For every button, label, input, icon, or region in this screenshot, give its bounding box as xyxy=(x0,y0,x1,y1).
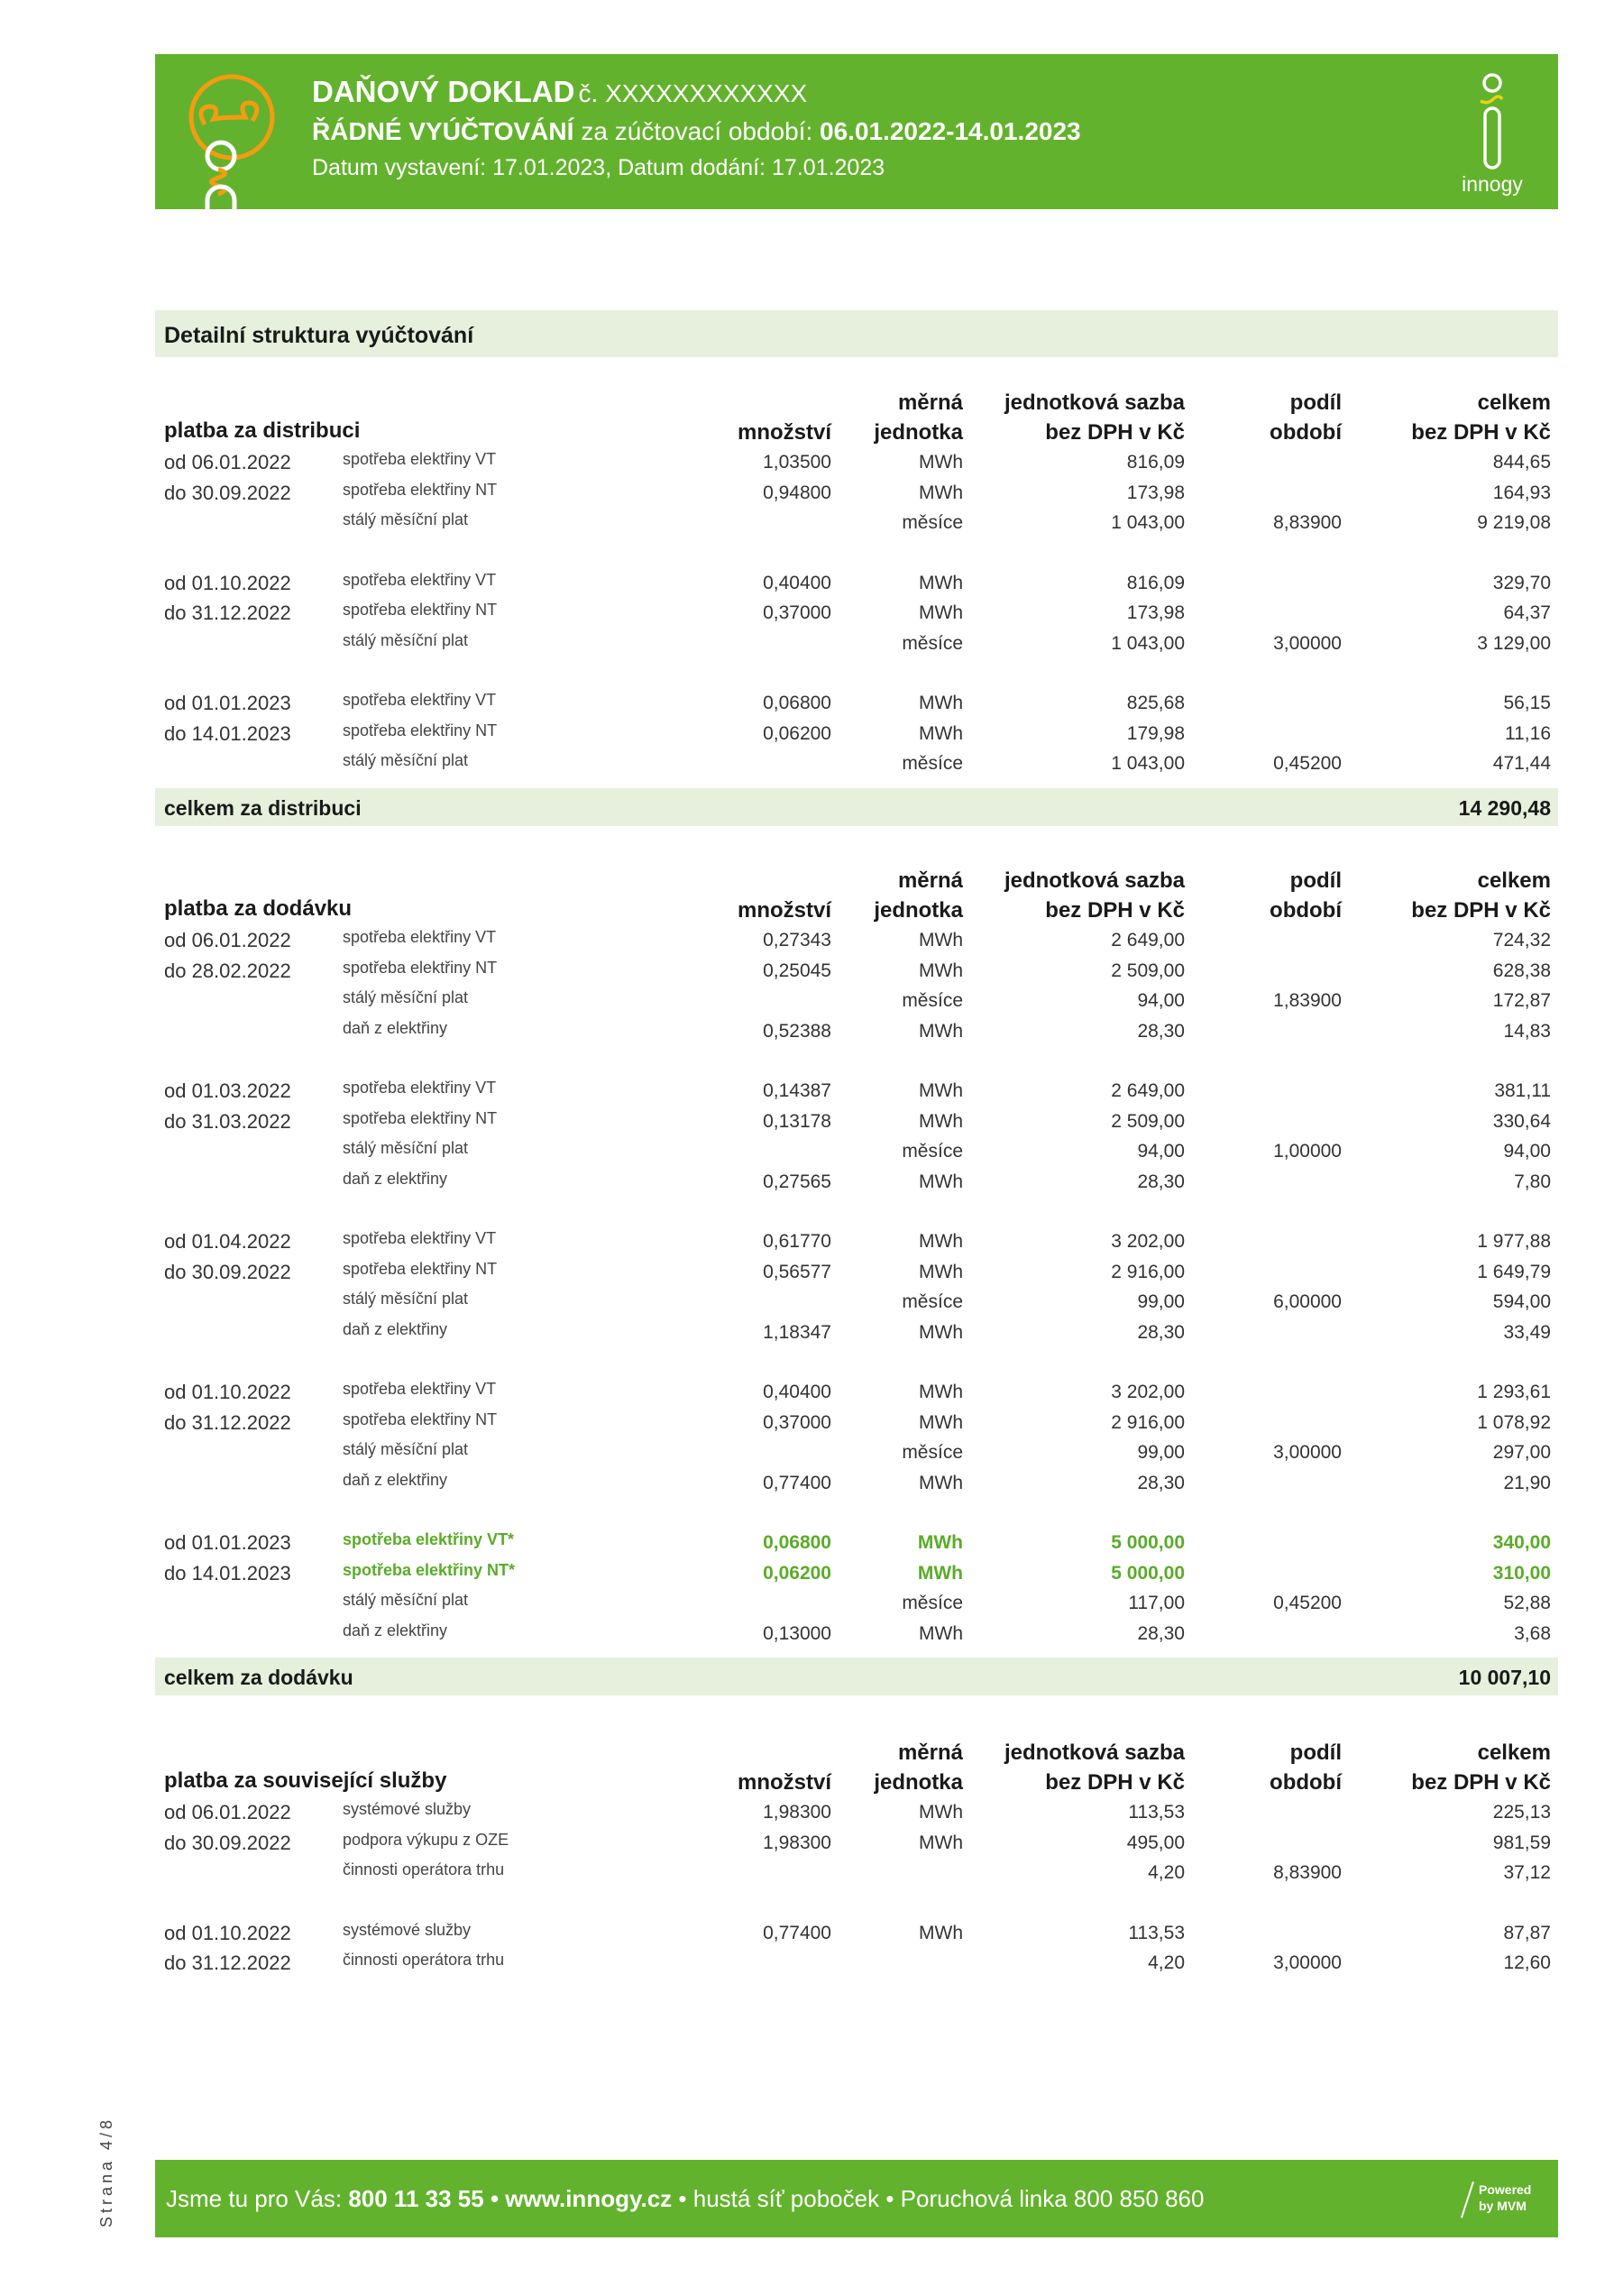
period-to: do 28.02.2022 xyxy=(164,959,291,982)
col-qty: množství xyxy=(737,898,831,923)
qty-cell: 0,56577 xyxy=(763,1261,831,1282)
item-name: spotřeba elektřiny VT xyxy=(343,1079,497,1097)
period-from: od 01.10.2022 xyxy=(164,571,291,594)
section-title: Detailní struktura vyúčtování xyxy=(155,310,1558,357)
innogy-i-icon xyxy=(1452,70,1533,170)
item-name: spotřeba elektřiny NT xyxy=(343,721,498,739)
period-value: 06.01.2022-14.01.2023 xyxy=(820,117,1081,145)
footer-bar xyxy=(155,2160,1558,2237)
table-row xyxy=(155,719,1558,749)
table-row xyxy=(155,1558,1558,1589)
col-unit: měrná jednotka xyxy=(874,390,963,445)
unit-cell: MWh xyxy=(917,1532,963,1553)
bullet-separator: • xyxy=(678,2185,687,2212)
total-cell: 52,88 xyxy=(1503,1593,1551,1613)
item-name: spotřeba elektřiny NT* xyxy=(343,1560,516,1579)
total-cell: 9 219,08 xyxy=(1477,512,1551,533)
rate-cell: 816,09 xyxy=(1126,572,1185,593)
period-from: od 01.04.2022 xyxy=(164,1230,291,1253)
col-rate: jednotková sazba bez DPH v Kč xyxy=(1004,868,1185,923)
unit-cell: MWh xyxy=(919,1622,963,1644)
unit-cell: MWh xyxy=(919,722,963,744)
qty-cell: 1,03500 xyxy=(763,452,831,473)
total-cell: 340,00 xyxy=(1492,1532,1551,1553)
total-cell: 297,00 xyxy=(1492,1442,1551,1463)
unit-cell: MWh xyxy=(919,1231,963,1252)
total-cell: 594,00 xyxy=(1492,1291,1551,1312)
group-spacer xyxy=(155,1498,1558,1528)
period-to: do 14.01.2023 xyxy=(164,1561,291,1584)
rate-cell: 1 043,00 xyxy=(1111,753,1185,774)
unit-cell: měsíce xyxy=(902,512,963,533)
table-row xyxy=(155,1287,1558,1318)
total-cell: 310,00 xyxy=(1492,1562,1551,1584)
unit-cell: MWh xyxy=(919,1922,963,1943)
brand-name: innogy xyxy=(1462,172,1523,196)
total-cell: 1 078,92 xyxy=(1477,1411,1551,1433)
unit-cell: MWh xyxy=(919,1020,963,1042)
total-cell: 844,65 xyxy=(1492,452,1551,473)
bullet-separator: • xyxy=(885,2185,894,2212)
rate-cell: 99,00 xyxy=(1137,1442,1185,1463)
item-name: stálý měsíční plat xyxy=(343,1440,469,1458)
col-unit: měrná jednotka xyxy=(874,868,963,923)
item-name: spotřeba elektřiny NT xyxy=(343,1108,498,1127)
item-name: spotřeba elektřiny NT xyxy=(343,1410,498,1428)
col-qty: množství xyxy=(737,420,831,445)
total-cell: 330,64 xyxy=(1492,1110,1551,1132)
supply-title: platba za dodávku xyxy=(164,896,353,921)
table-row xyxy=(155,478,1558,509)
unit-cell: MWh xyxy=(919,1472,963,1493)
col-share: podíl období xyxy=(1270,390,1342,445)
table-row xyxy=(155,1588,1558,1619)
item-name: spotřeba elektřiny NT xyxy=(343,1259,498,1278)
item-name: daň z elektřiny xyxy=(343,1169,448,1188)
unit-cell: MWh xyxy=(919,930,963,951)
item-name: stálý měsíční plat xyxy=(343,510,469,528)
services-table-header xyxy=(155,1736,1558,1797)
group-spacer xyxy=(155,538,1558,568)
period-to: do 31.03.2022 xyxy=(164,1109,291,1133)
group-spacer xyxy=(155,658,1558,688)
table-row xyxy=(155,1226,1558,1257)
item-name: spotřeba elektřiny NT xyxy=(343,601,498,619)
unit-cell: MWh xyxy=(919,1261,963,1282)
item-name: daň z elektřiny xyxy=(343,1470,448,1489)
qty-cell: 1,18347 xyxy=(763,1321,831,1343)
item-name: spotřeba elektřiny NT xyxy=(343,480,498,499)
qty-cell: 1,98300 xyxy=(763,1802,831,1823)
rate-cell: 2 916,00 xyxy=(1111,1411,1185,1433)
unit-cell: MWh xyxy=(919,1382,963,1402)
rate-cell: 3 202,00 xyxy=(1111,1231,1185,1252)
item-name: stálý měsíční plat xyxy=(343,1591,469,1609)
table-row xyxy=(155,598,1558,629)
qty-cell: 0,40400 xyxy=(763,572,831,593)
document-header xyxy=(155,54,1558,209)
unit-cell: MWh xyxy=(919,693,963,713)
group-spacer xyxy=(155,1888,1558,1918)
rate-cell: 113,53 xyxy=(1128,1922,1185,1943)
rate-cell: 28,30 xyxy=(1137,1020,1185,1042)
table-row xyxy=(155,1377,1558,1408)
table-row xyxy=(155,748,1558,779)
rate-cell: 113,53 xyxy=(1128,1802,1185,1823)
unit-cell: měsíce xyxy=(902,1442,963,1463)
rate-cell: 28,30 xyxy=(1137,1472,1185,1493)
table-row xyxy=(155,925,1558,956)
powered-by-mvm-logo: Powered by MVM xyxy=(1450,2180,1531,2219)
total-cell: 981,59 xyxy=(1492,1832,1551,1853)
col-share: podíl období xyxy=(1270,868,1342,923)
unit-cell: MWh xyxy=(919,1110,963,1132)
table-row xyxy=(155,629,1558,659)
share-cell: 1,83900 xyxy=(1273,990,1342,1011)
unit-cell: MWh xyxy=(919,1321,963,1343)
doc-number: č. XXXXXXXXXXXX xyxy=(578,79,808,107)
period-to: do 31.12.2022 xyxy=(164,1952,291,1974)
rate-cell: 1 043,00 xyxy=(1111,632,1185,654)
rate-cell: 94,00 xyxy=(1137,990,1185,1011)
unit-cell: měsíce xyxy=(902,990,963,1011)
total-cell: 7,80 xyxy=(1514,1171,1551,1192)
qty-cell: 0,77400 xyxy=(763,1922,831,1943)
rate-cell: 495,00 xyxy=(1126,1832,1185,1853)
item-name: systémové služby xyxy=(343,1800,472,1818)
qty-cell: 0,06800 xyxy=(763,1532,831,1553)
item-name: spotřeba elektřiny VT xyxy=(343,691,497,709)
rate-cell: 28,30 xyxy=(1137,1622,1185,1644)
total-cell: 164,93 xyxy=(1492,482,1551,503)
doc-title: DAŇOVÝ DOKLAD xyxy=(312,75,575,108)
total-cell: 1 649,79 xyxy=(1477,1261,1551,1282)
unit-cell: MWh xyxy=(919,960,963,981)
table-row xyxy=(155,688,1558,719)
distribution-total-value: 14 290,48 xyxy=(1458,795,1551,820)
unit-cell: MWh xyxy=(919,452,963,473)
item-name: spotřeba elektřiny VT* xyxy=(343,1530,515,1548)
distribution-total-label: celkem za distribuci xyxy=(164,795,362,820)
issue-dates: Datum vystavení: 17.01.2023, Datum dodání: 17.01.2023 xyxy=(312,155,885,180)
period-from: od 06.01.2022 xyxy=(164,1801,291,1823)
services-title: platba za související služby xyxy=(164,1768,447,1793)
col-rate: jednotková sazba bez DPH v Kč xyxy=(1004,390,1185,445)
supply-rows xyxy=(155,925,1558,1649)
rate-cell: 2 509,00 xyxy=(1111,1110,1185,1132)
rate-cell: 4,20 xyxy=(1148,1952,1185,1973)
rate-cell: 4,20 xyxy=(1148,1862,1185,1883)
total-cell: 225,13 xyxy=(1492,1802,1551,1823)
total-cell: 14,83 xyxy=(1503,1020,1551,1042)
services-block xyxy=(155,1736,1558,1979)
period-to: do 31.12.2022 xyxy=(164,602,291,624)
rate-cell: 5 000,00 xyxy=(1111,1562,1185,1584)
item-name: spotřeba elektřiny VT xyxy=(343,570,497,589)
doc-subtitle: ŘÁDNÉ VYÚČTOVÁNÍ xyxy=(312,117,574,145)
supply-block xyxy=(155,864,1558,1695)
qty-cell: 0,37000 xyxy=(763,602,831,623)
qty-cell: 0,37000 xyxy=(763,1411,831,1433)
unit-cell: měsíce xyxy=(902,1291,963,1312)
unit-cell: MWh xyxy=(919,1802,963,1823)
unit-cell: MWh xyxy=(917,1562,963,1584)
item-name: daň z elektřiny xyxy=(343,1018,448,1037)
unit-cell: měsíce xyxy=(902,632,963,654)
qty-cell: 0,14387 xyxy=(763,1080,831,1101)
total-cell: 11,16 xyxy=(1505,722,1551,744)
total-cell: 724,32 xyxy=(1492,930,1551,951)
period-from: od 01.10.2022 xyxy=(164,1921,291,1944)
rate-cell: 173,98 xyxy=(1126,602,1185,623)
total-cell: 628,38 xyxy=(1492,960,1551,981)
supply-total-value: 10 007,10 xyxy=(1458,1666,1551,1689)
table-row xyxy=(155,1528,1558,1558)
unit-cell: měsíce xyxy=(902,753,963,774)
rate-cell: 816,09 xyxy=(1126,452,1185,473)
group-spacer xyxy=(155,1046,1558,1076)
rate-cell: 2 649,00 xyxy=(1111,930,1185,951)
footer-web-link[interactable]: www.innogy.cz xyxy=(505,2185,673,2212)
supply-table-header xyxy=(155,864,1558,925)
distribution-block xyxy=(155,386,1558,826)
supply-total-label: celkem za dodávku xyxy=(164,1666,353,1689)
group-spacer xyxy=(155,1347,1558,1377)
table-row xyxy=(155,1948,1558,1979)
col-total: celkem bez DPH v Kč xyxy=(1411,868,1551,923)
total-cell: 56,15 xyxy=(1503,693,1551,713)
total-cell: 12,60 xyxy=(1503,1952,1551,1973)
table-row xyxy=(155,1468,1558,1499)
bullet-separator: • xyxy=(490,2185,500,2212)
distribution-total xyxy=(155,788,1558,826)
rate-cell: 2 649,00 xyxy=(1111,1080,1185,1101)
col-unit: měrná jednotka xyxy=(874,1740,963,1795)
unit-cell: MWh xyxy=(919,482,963,503)
unit-cell: měsíce xyxy=(902,1593,963,1613)
total-cell: 3 129,00 xyxy=(1477,632,1551,654)
share-cell: 6,00000 xyxy=(1273,1291,1342,1312)
rate-cell: 99,00 xyxy=(1137,1291,1185,1312)
qty-cell: 0,13178 xyxy=(763,1110,831,1132)
qty-cell: 0,06200 xyxy=(763,722,831,744)
item-name: spotřeba elektřiny VT xyxy=(343,1380,497,1398)
qty-cell: 0,06800 xyxy=(763,693,831,713)
rate-cell: 28,30 xyxy=(1137,1171,1185,1192)
item-name: stálý měsíční plat xyxy=(343,1139,469,1157)
item-name: daň z elektřiny xyxy=(343,1621,448,1639)
table-row xyxy=(155,1918,1558,1949)
period-from: od 01.03.2022 xyxy=(164,1079,291,1102)
rate-cell: 28,30 xyxy=(1137,1321,1185,1343)
qty-cell: 0,27565 xyxy=(763,1171,831,1192)
table-row xyxy=(155,1318,1558,1348)
table-row xyxy=(155,1408,1558,1438)
total-cell: 64,37 xyxy=(1503,602,1551,623)
qty-cell: 0,94800 xyxy=(763,482,831,503)
table-row xyxy=(155,956,1558,987)
rate-cell: 173,98 xyxy=(1126,482,1185,503)
rate-cell: 3 202,00 xyxy=(1111,1382,1185,1402)
share-cell: 8,83900 xyxy=(1273,512,1342,533)
table-row xyxy=(155,1619,1558,1649)
table-row xyxy=(155,1437,1558,1468)
distribution-rows xyxy=(155,447,1558,779)
period-from: od 01.01.2023 xyxy=(164,1531,291,1554)
table-row xyxy=(155,1107,1558,1137)
item-name: systémové služby xyxy=(343,1920,472,1939)
total-cell: 1 293,61 xyxy=(1477,1382,1551,1402)
rate-cell: 1 043,00 xyxy=(1111,512,1185,533)
qty-cell: 0,13000 xyxy=(763,1622,831,1644)
unit-cell: MWh xyxy=(919,1832,963,1853)
period-from: od 01.01.2023 xyxy=(164,692,291,714)
total-cell: 33,49 xyxy=(1503,1321,1551,1343)
rate-cell: 825,68 xyxy=(1126,693,1185,713)
item-name: stálý měsíční plat xyxy=(343,1290,469,1308)
table-row xyxy=(155,1136,1558,1167)
period-from: od 01.10.2022 xyxy=(164,1381,291,1403)
total-cell: 172,87 xyxy=(1492,990,1551,1011)
item-name: spotřeba elektřiny NT xyxy=(343,958,498,977)
period-label: za zúčtovací období: xyxy=(581,117,813,145)
slash-icon xyxy=(1461,2181,1474,2218)
table-row xyxy=(155,986,1558,1016)
share-cell: 0,45200 xyxy=(1273,753,1342,774)
rate-cell: 5 000,00 xyxy=(1111,1532,1185,1553)
unit-cell: MWh xyxy=(919,1411,963,1433)
period-to: do 30.09.2022 xyxy=(164,1260,291,1283)
total-cell: 1 977,88 xyxy=(1477,1231,1551,1252)
share-cell: 3,00000 xyxy=(1273,1442,1342,1463)
table-row xyxy=(155,1858,1558,1888)
qty-cell: 0,61770 xyxy=(763,1231,831,1252)
share-cell: 3,00000 xyxy=(1273,1952,1342,1973)
total-cell: 471,44 xyxy=(1492,753,1551,774)
qty-cell: 0,06200 xyxy=(763,1562,831,1584)
col-qty: množství xyxy=(737,1770,831,1795)
rate-cell: 117,00 xyxy=(1128,1593,1185,1613)
rate-cell: 2 916,00 xyxy=(1111,1261,1185,1282)
col-share: podíl období xyxy=(1270,1740,1342,1795)
rate-cell: 2 509,00 xyxy=(1111,960,1185,981)
distribution-title: platba za distribuci xyxy=(164,418,361,443)
table-row xyxy=(155,1167,1558,1198)
total-cell: 329,70 xyxy=(1492,572,1551,593)
table-row xyxy=(155,1016,1558,1047)
item-name: spotřeba elektřiny VT xyxy=(343,1229,497,1247)
total-cell: 37,12 xyxy=(1503,1862,1551,1883)
share-cell: 8,83900 xyxy=(1273,1862,1342,1883)
footer-hotline: Poruchová linka 800 850 860 xyxy=(900,2185,1205,2212)
period-from: od 06.01.2022 xyxy=(164,451,291,473)
item-name: daň z elektřiny xyxy=(343,1319,448,1338)
period-to: do 30.09.2022 xyxy=(164,481,291,504)
table-row xyxy=(155,1076,1558,1107)
table-row xyxy=(155,1828,1558,1859)
unit-cell: MWh xyxy=(919,1171,963,1192)
table-row xyxy=(155,508,1558,538)
item-name: stálý měsíční plat xyxy=(343,988,469,1006)
unit-cell: MWh xyxy=(919,602,963,623)
col-rate: jednotková sazba bez DPH v Kč xyxy=(1004,1740,1185,1795)
item-name: stálý měsíční plat xyxy=(343,630,469,649)
unit-cell: MWh xyxy=(919,1080,963,1101)
footer-branches: hustá síť poboček xyxy=(692,2185,880,2212)
qty-cell: 0,40400 xyxy=(763,1382,831,1402)
services-rows xyxy=(155,1797,1558,1979)
total-cell: 94,00 xyxy=(1503,1141,1551,1162)
unit-cell: MWh xyxy=(919,572,963,593)
item-name: spotřeba elektřiny VT xyxy=(343,928,497,946)
period-to: do 30.09.2022 xyxy=(164,1831,291,1854)
period-from: od 06.01.2022 xyxy=(164,929,291,951)
footer-prefix: Jsme tu pro Vás: xyxy=(166,2185,343,2212)
qty-cell: 0,77400 xyxy=(763,1472,831,1493)
footer-phone[interactable]: 800 11 33 55 xyxy=(348,2185,484,2212)
share-cell: 1,00000 xyxy=(1273,1141,1342,1162)
period-to: do 31.12.2022 xyxy=(164,1410,291,1434)
unit-cell: měsíce xyxy=(902,1141,963,1162)
total-cell: 381,11 xyxy=(1494,1080,1551,1101)
rate-cell: 179,98 xyxy=(1126,722,1185,744)
qty-cell: 1,98300 xyxy=(763,1832,831,1853)
qty-cell: 0,52388 xyxy=(763,1020,831,1042)
qty-cell: 0,25045 xyxy=(763,960,831,981)
col-total: celkem bez DPH v Kč xyxy=(1411,1740,1551,1795)
share-cell: 0,45200 xyxy=(1273,1593,1342,1613)
distribution-table-header xyxy=(155,386,1558,447)
col-total: celkem bez DPH v Kč xyxy=(1411,390,1551,445)
total-cell: 21,90 xyxy=(1503,1472,1551,1493)
item-name: činnosti operátora trhu xyxy=(343,1860,505,1878)
supply-total xyxy=(155,1658,1558,1695)
rate-cell: 94,00 xyxy=(1137,1141,1185,1162)
table-row xyxy=(155,1797,1558,1828)
share-cell: 3,00000 xyxy=(1273,632,1342,654)
table-row xyxy=(155,568,1558,599)
item-name: činnosti operátora trhu xyxy=(343,1951,505,1969)
table-row xyxy=(155,447,1558,478)
item-name: podpora výkupu z OZE xyxy=(343,1830,509,1849)
innogy-logo xyxy=(1452,70,1533,197)
header-titles xyxy=(312,74,1081,184)
item-name: spotřeba elektřiny VT xyxy=(343,450,497,468)
group-spacer xyxy=(155,1197,1558,1226)
page-number: Strana 4/8 xyxy=(97,2116,115,2227)
table-row xyxy=(155,1257,1558,1288)
lightbulb-logo-icon xyxy=(182,70,281,209)
total-cell: 87,87 xyxy=(1503,1922,1551,1943)
period-to: do 14.01.2023 xyxy=(164,721,291,745)
total-cell: 3,68 xyxy=(1514,1622,1551,1644)
item-name: stálý měsíční plat xyxy=(343,751,469,769)
qty-cell: 0,27343 xyxy=(763,930,831,951)
